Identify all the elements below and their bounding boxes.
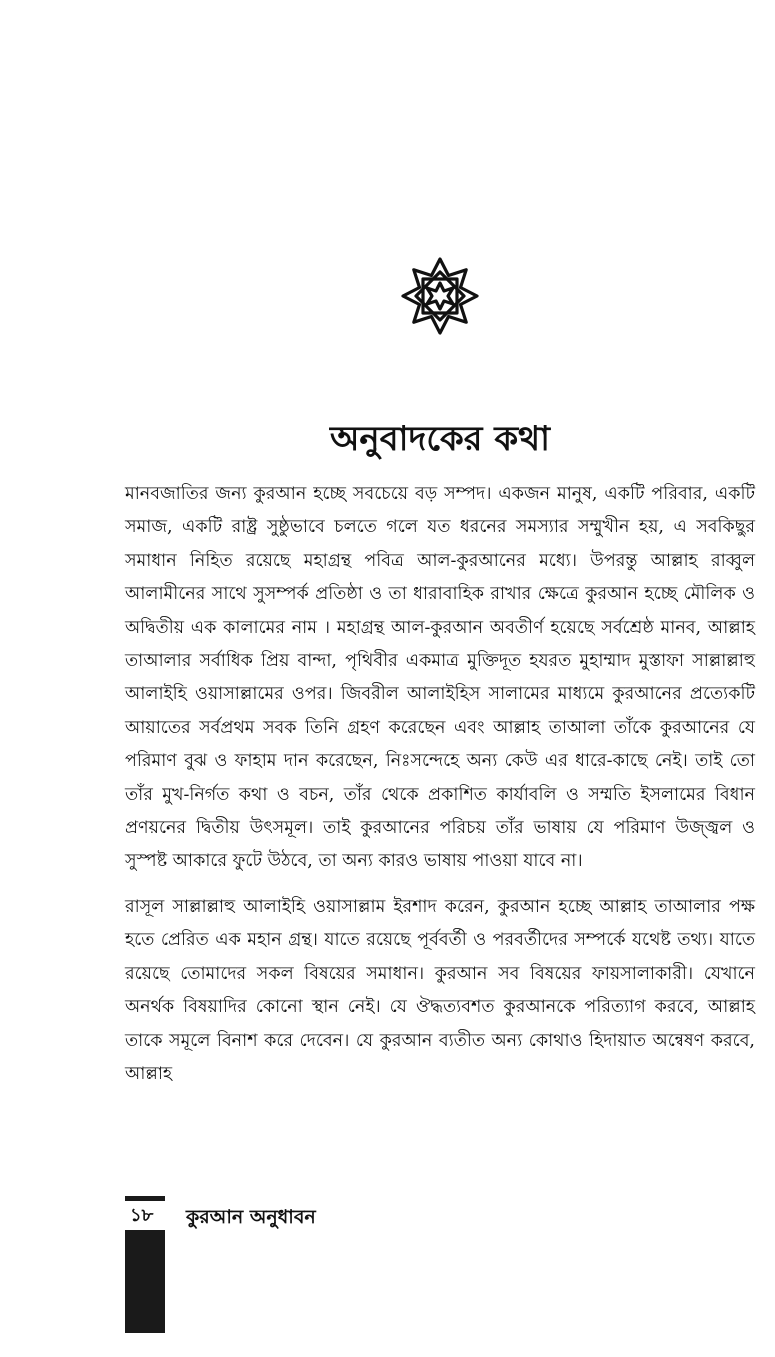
body-text [125, 478, 755, 1091]
page-number: ১৮ [130, 1205, 154, 1226]
paragraph-1: মানবজাতির জন্য কুরআন হচ্ছে সবচেয়ে বড় সম্পদ। একজন মানুষ, একটি পরিবার, একটি সমাজ, একটি রাষ্ট্র সুষ্ঠুভাবে চলতে গলে যত ধরনের সমস্যার সম্মুখীন হয়, এ সবকিছুর সমাধান নিহিত রয়েছে মহাগ্রন্থ পবিত্র আল-কুরআনের মধ্যে। উপরন্তু আল্লাহ রাব্বুল আলামীনের সাথে সুসম্পর্ক প্রতিষ্ঠা ও তা ধারাবাহিক রাখার ক্ষেত্রে কুরআন হচ্ছে মৌলিক ও অদ্বিতীয় এক কালামের নাম । মহাগ্রন্থ আল-কুরআন অবতীর্ণ হয়েছে সর্বশ্রেষ্ঠ মানব, আল্লাহ তাআলার সর্বাধিক প্রিয় বান্দা, পৃথিবীর একমাত্র মুক্তিদূত হযরত মুহাম্মাদ মুস্তাফা সাল্লাল্লাহু আলাইহি ওয়াসাল্লামের ওপর। জিবরীল আলাইহিস সালামের মাধ্যমে কুরআনের প্রত্যেকটি আয়াতের সর্বপ্রথম সবক তিনি গ্রহণ করেছেন এবং আল্লাহ তাআলা তাঁকে কুরআনের যে পরিমাণ বুঝ ও ফাহাম দান করেছেন, নিঃসন্দেহে অন্য কেউ এর ধারে-কাছে নেই। তাই তো তাঁর মুখ-নির্গত কথা ও বচন, তাঁর থেকে প্রকাশিত কার্যাবলি ও সম্মতি ইসলামের বিধান প্রণয়নের দ্বিতীয় উৎসমূল। তাই কুরআনের পরিচয় তাঁর ভাষায় যে পরিমাণ উজ্জ্বল ও সুস্পষ্ট আকারে ফুটে উঠবে, তা অন্য কারও ভাষায় পাওয়া যাবে না। [125, 484, 755, 872]
footer-rule [125, 1196, 165, 1201]
paragraph-2: রাসূল সাল্লাল্লাহু আলাইহি ওয়াসাল্লাম ইরশাদ করেন, কুরআন হচ্ছে আল্লাহ তাআলার পক্ষ হতে প্রেরিত এক মহান গ্রন্থ। যাতে রয়েছে পূর্ববর্তী ও পরবর্তীদের সম্পর্কে যথেষ্ট তথ্য। যাতে রয়েছে তোমাদের সকল বিষয়ের সমাধান। কুরআন সব বিষয়ের ফায়সালাকারী। যেখানে অনর্থক বিষয়াদির কোনো স্থান নেই। যে ঔদ্ধত্যবশত কুরআনকে পরিত্যাগ করবে, আল্লাহ তাকে সমূলে বিনাশ করে দেবেন। যে কুরআন ব্যতীত অন্য কোথাও হিদায়াত অন্বেষণ করবে, আল্লাহ [125, 896, 755, 1084]
running-title: কুরআন অনুধাবন [186, 1206, 316, 1228]
footer-side-bar [125, 1230, 165, 1333]
chapter-title: অনুবাদকের কথা [329, 419, 551, 459]
star-lattice-ornament-icon [400, 256, 480, 336]
